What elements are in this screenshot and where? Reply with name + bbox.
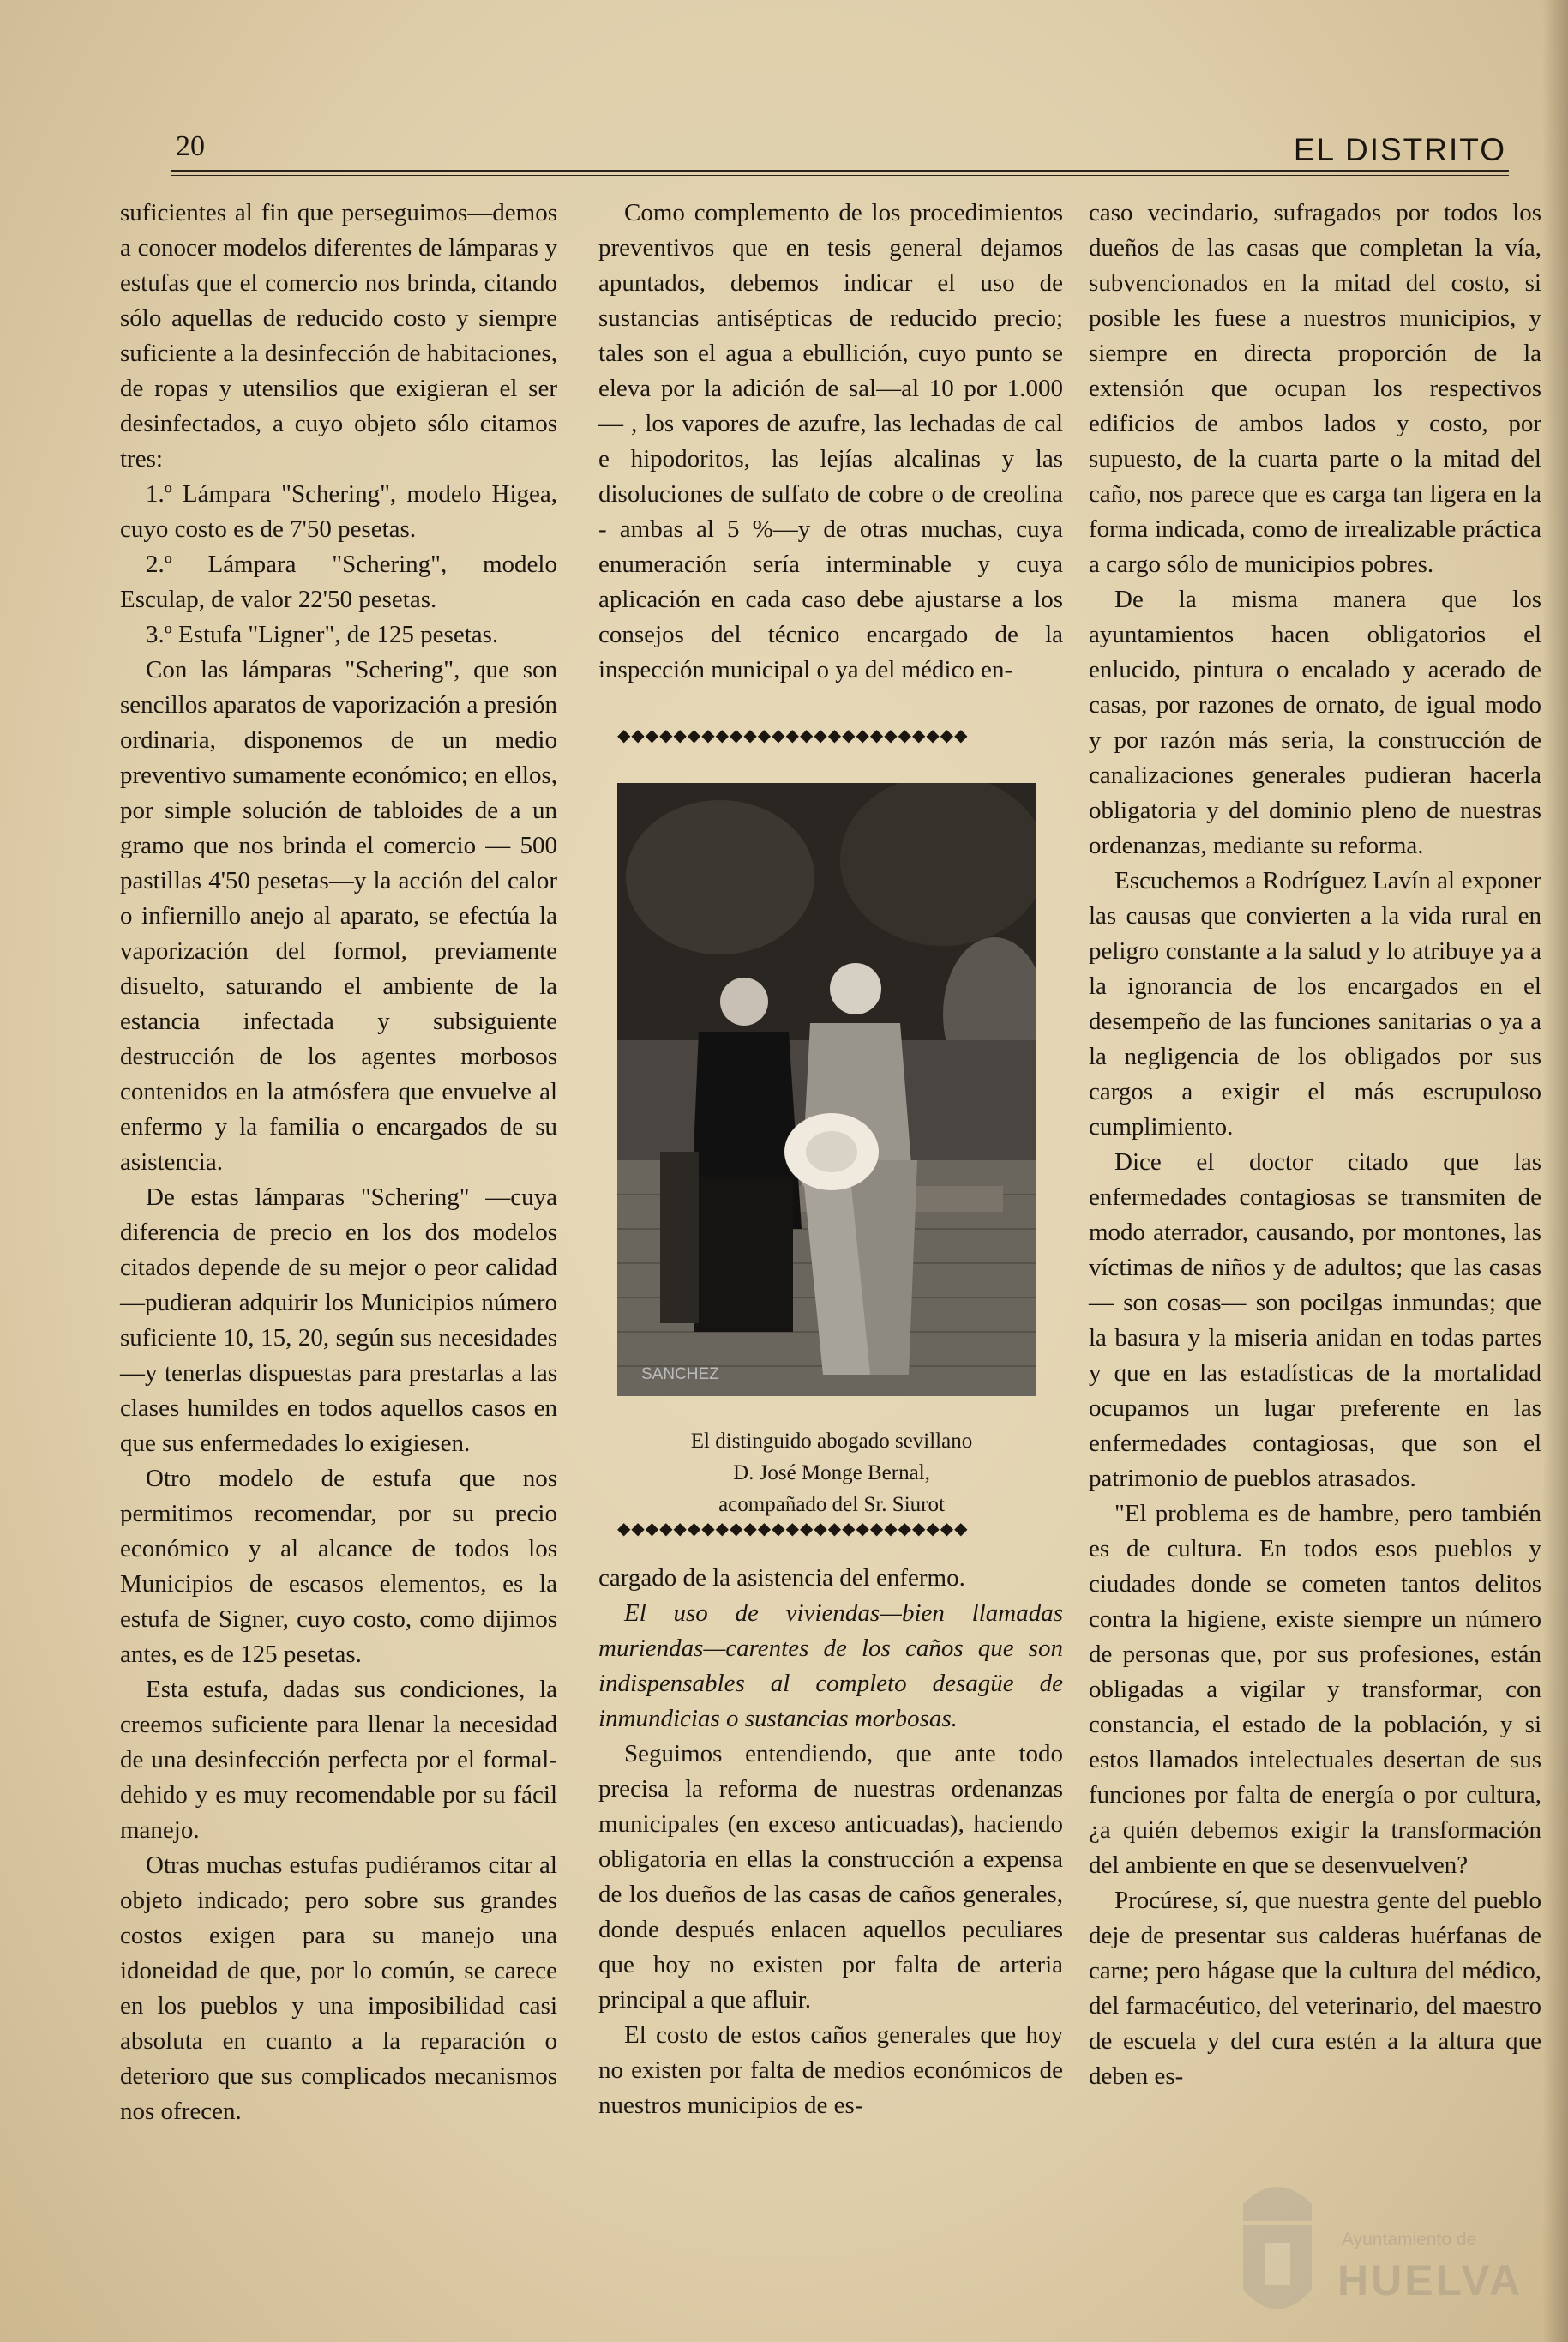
- paragraph: Escuchemos a Rodríguez Lavín al exponer las causas que convierten a la vida rural en peligro constante a la salud y lo atribuye ya a la ignorancia de los encargados en el desempeño de las funciones sanitarias o ya a la negligencia de los obligados por sus cargos a exigir el más escrupuloso cumplimiento.: [1089, 867, 1541, 1141]
- header-rule: [171, 170, 1509, 172]
- column-1: [120, 196, 557, 2129]
- photo-image: [617, 783, 1036, 1396]
- caption-line: D. José Monge Bernal,: [733, 1461, 930, 1484]
- paragraph: Seguimos entendiendo, que ante todo precisa la reforma de nuestras ordenanzas municipales (en exceso anticuadas), haciendo obligatoria en ellas la construcción a expensa de los dueños de las casas de caños generales, donde después enlacen aquellos peculiares que hoy no existen por falta de arteria principal a que afluir.: [598, 1740, 1063, 2014]
- list-item: 3.º Estufa "Ligner", de 125 pesetas.: [146, 621, 499, 648]
- header-rule-thin: [171, 175, 1509, 176]
- paragraph: Como complemento de los procedimientos preventivos que en tesis general dejamos apuntados, debemos indicar el uso de sustancias antisépticas de reducido precio; tales son el agua a ebullición, cuyo punto se eleva por la adición de sal—al 10 por 1.000 — , los vapores de azufre, las lechadas de cal e hipodoritos, las lejías alcalinas y las disoluciones de sulfato de cobre o de creolina - ambas al 5 %—y de otras muchas, cuya enumeración sería interminable y cuya aplicación en cada caso debe ajustarse a los consejos del técnico encargado de la inspección municipal o ya del médico en-: [598, 199, 1063, 683]
- column-2-bottom: [598, 1561, 1063, 2123]
- caption-line: acompañado del Sr. Siurot: [718, 1493, 945, 1516]
- ornament-divider-top: ◆◆◆◆◆◆◆◆◆◆◆◆◆◆◆◆◆◆◆◆◆◆◆◆◆: [617, 726, 969, 745]
- paragraph: Esta estufa, dadas sus condiciones, la creemos suficiente para llenar la necesidad de una desinfección perfecta por el formal-dehido y es muy recomendable por su fácil manejo.: [120, 1676, 557, 1844]
- paragraph: Procúrese, sí, que nuestra gente del pueblo deje de presentar sus calderas huérfanas de carne; pero hágase que la cultura del médico, del farmacéutico, del veterinario, del maestro de escuela y del cura estén a la altura que deben es-: [1089, 1887, 1541, 2090]
- paragraph-italic: El uso de viviendas—bien llamadas muriendas—carentes de los caños que son indispensables al completo desagüe de inmundicias o sustancias morbosas.: [598, 1599, 1063, 1732]
- portrait-photo: [617, 783, 1036, 1396]
- ornament-divider-bottom: ◆◆◆◆◆◆◆◆◆◆◆◆◆◆◆◆◆◆◆◆◆◆◆◆◆: [617, 1520, 969, 1538]
- page-header: [176, 129, 1506, 172]
- watermark-line-1: Ayuntamiento de: [1342, 2230, 1477, 2249]
- list-item: 1.º Lámpara "Schering", modelo Higea, cuyo costo es de 7'50 pesetas.: [120, 480, 557, 543]
- page-edge-shadow: [1542, 0, 1568, 2342]
- paragraph: Dice el doctor citado que las enfermedades contagiosas se transmiten de modo aterrador, causando, por montones, las víctimas de niños y de adultos; que las casas— son cosas— son pocilgas inmundas; que la basura y la miseria anidan en todas partes y que en las estadísticas de la mortalidad ocupamos un lugar preferente en las enfermedades contagiosas, que son el patrimonio de pueblos atrasados.: [1089, 1148, 1541, 1492]
- column-3: [1089, 196, 1541, 2094]
- paragraph: El costo de estos caños generales que hoy no existen por falta de medios económicos de nuestros municipios de es-: [598, 2021, 1063, 2119]
- paragraph: caso vecindario, sufragados por todos los dueños de las casas que completan la vía, subvencionados en la mitad del costo, si posible les fuese a nuestros municipios, y siempre en directa proporción de la extensión que ocupan los respectivos edificios de ambos lados y costo, por supuesto, de la cuarta parte o la mitad del caño, nos parece que es carga tan ligera en la forma indicada, como de irrealizable práctica a cargo sólo de municipios pobres.: [1089, 199, 1541, 578]
- paragraph: "El problema es de hambre, pero también es de cultura. En todos esos pueblos y ciudades donde se cometen tantos delitos contra la higiene, existe siempre un número de personas que, por sus profesiones, están obligadas a vigilar y transformar, con constancia, el estado de la población, y si estos llamados intelectuales desertan de sus funciones por falta de energía o por cultura, ¿a quién debemos exigir la transformación del ambiente en que se desenvuelven?: [1089, 1500, 1541, 1879]
- paragraph: Otras muchas estufas pudiéramos citar al objeto indicado; pero sobre sus grandes costos exigen para su manejo una idoneidad de que, por lo común, se carece en los pueblos y una imposibilidad casi absoluta en cuanto a la reparación o deterioro que sus complicados mecanismos nos ofrecen.: [120, 1851, 557, 2125]
- journal-title: EL DISTRITO: [1293, 132, 1506, 167]
- list-item: 2.º Lámpara "Schering", modelo Esculap, de valor 22'50 pesetas.: [120, 551, 557, 613]
- paragraph: Con las lámparas "Schering", que son sencillos aparatos de vaporización a presión ordinaria, disponemos de un medio preventivo sumamente económico; en ellos, por simple solución de tabloides de a un gramo que nos brinda el comercio — 500 pastillas 4'50 pesetas—y la acción del calor o infiernillo anejo al aparato, se efectúa la vaporización del formol, previamente disuelto, saturando el ambiente de la estancia infectada y subsiguiente destrucción de los agentes morbosos contenidos en la atmósfera que envuelve al enfermo y la familia o encargados de su asistencia.: [120, 656, 557, 1176]
- paragraph: suficientes al fin que perseguimos—demos a conocer modelos diferentes de lámparas y estufas que el comercio nos brinda, citando sólo aquellas de reducido costo y siempre suficiente a la desinfección de habitaciones, de ropas y utensilios que exigieran el ser desinfectados, a cuyo objeto sólo citamos tres:: [120, 199, 557, 473]
- coat-of-arms-icon: [1226, 2170, 1329, 2333]
- column-2-top: [598, 196, 1063, 688]
- page-number: 20: [176, 130, 205, 162]
- caption-line: El distinguido abogado sevillano: [690, 1430, 973, 1453]
- photo-credit: SANCHEZ: [641, 1365, 719, 1383]
- paragraph: De estas lámparas "Schering" —cuya diferencia de precio en los dos modelos citados depende de su mejor o peor calidad—pudieran adquirir los Municipios número suficiente 10, 15, 20, según sus necesidades—y tenerlas dispuestas para prestarlas a las clases humildes en todos aquellos casos en que sus enfermedades lo exigiesen.: [120, 1183, 557, 1457]
- watermark-line-2: HUELVA: [1337, 2256, 1523, 2304]
- paragraph: De la misma manera que los ayuntamientos hacen obligatorios el enlucido, pintura o encalado y acerado de casas, por razones de ornato, de igual modo y por razón más seria, la construcción de canalizaciones generales pudieran hacerla obligatoria y del dominio pleno de nuestras ordenanzas, mediante su reforma.: [1089, 586, 1541, 859]
- photo-caption: [600, 1425, 1063, 1520]
- paragraph: Otro modelo de estufa que nos permitimos recomendar, por su precio económico y al alcance de todos los Municipios de escasos elementos, es la estufa de Signer, cuyo costo, como dijimos antes, es de 125 pesetas.: [120, 1465, 557, 1668]
- huelva-watermark: [1226, 2170, 1523, 2333]
- paragraph: cargado de la asistencia del enfermo.: [598, 1564, 965, 1592]
